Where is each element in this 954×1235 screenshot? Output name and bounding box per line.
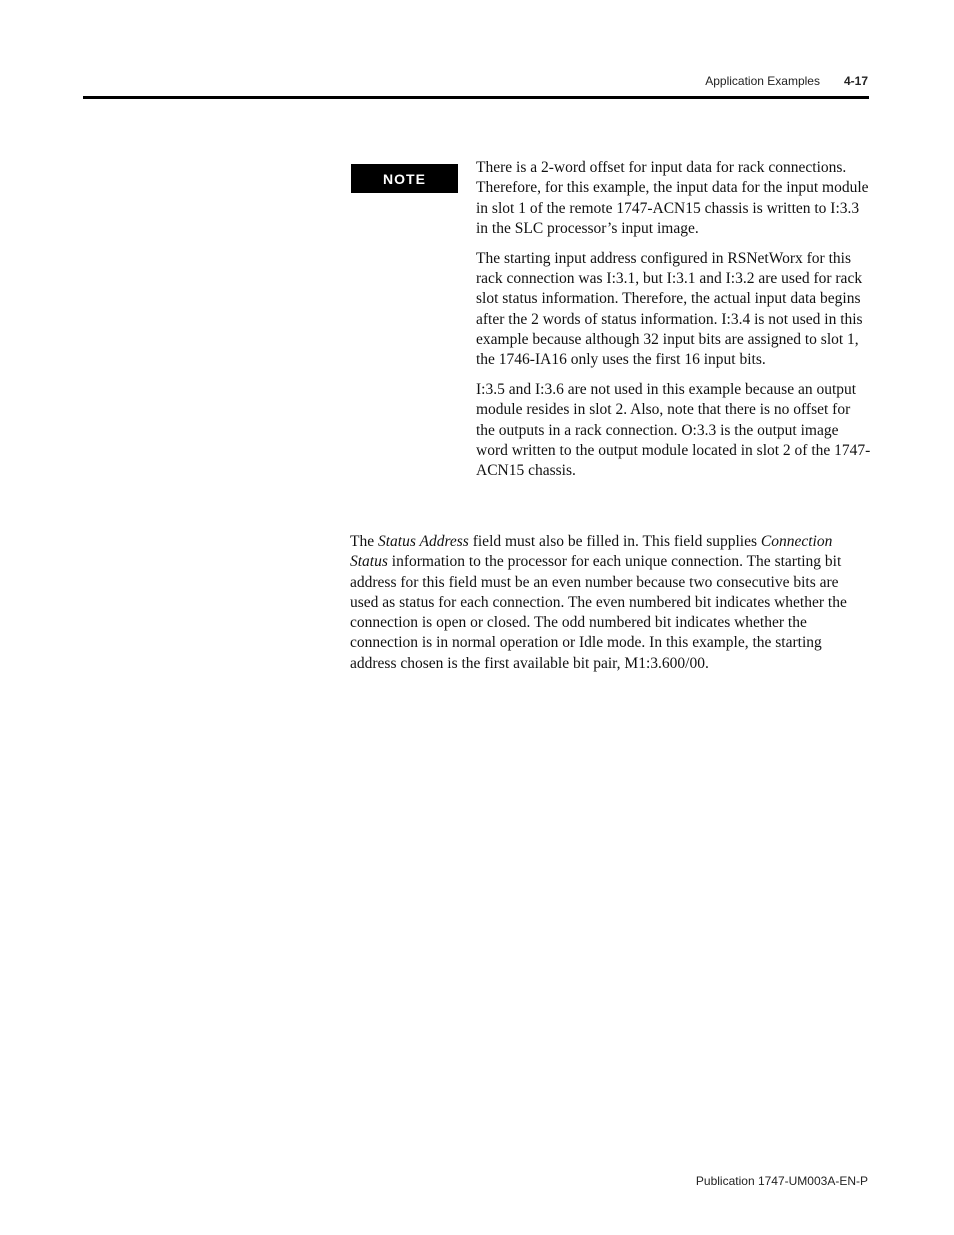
note-paragraph-2: The starting input address configured in RSNetWorx for this rack connection was I:3.1, but I:3.1 and I:3.2 are used for rack slot status information. Therefore, the actual input data begins after the 2 words of status information. I:3.4 is not used in this example because although 32 input bits are assigned to slot 1, the 1746-IA16 only uses the first 16 input bits. <box>476 249 863 369</box>
para-text-3: information to the processor for each unique connection. The starting bit address for this field must be an even number because two consecutive bits are used as status for each connection. The even numbered bit indicates whether the connection is open or closed. The odd numbered bit indicates whether the connection is in normal operation or Idle mode. In this example, the starting address chosen is the first available bit pair, M1:3.600/00. <box>350 553 847 672</box>
note-badge: NOTE <box>351 164 458 193</box>
header-page-number: 4-17 <box>843 74 868 88</box>
note-body <box>476 158 871 491</box>
header-section-title: Application Examples <box>705 74 820 88</box>
note-paragraph-1: There is a 2-word offset for input data for rack connections. Therefore, for this example, the input data for the input module in slot 1 of the remote 1747-ACN15 chassis is written to I:3.3 in the SLC processor’s input image. <box>476 159 869 237</box>
page-header <box>705 74 868 88</box>
connection-status-term: Connection Status <box>350 533 833 571</box>
para-text-2: field must also be filled in. This field supplies <box>468 533 761 550</box>
publication-footer: Publication 1747-UM003A-EN-P <box>695 1174 868 1188</box>
para-text-1: The <box>350 533 378 550</box>
note-paragraph-3: I:3.5 and I:3.6 are not used in this example because an output module resides in slot 2. Also, note that there is no offset for the outputs in a rack connection. O:3.3 is the output image word written to the output module located in slot 2 of the 1747-ACN15 chassis. <box>476 380 871 480</box>
status-address-paragraph <box>350 532 869 674</box>
status-address-term: Status Address <box>377 533 469 550</box>
header-rule <box>83 96 869 99</box>
